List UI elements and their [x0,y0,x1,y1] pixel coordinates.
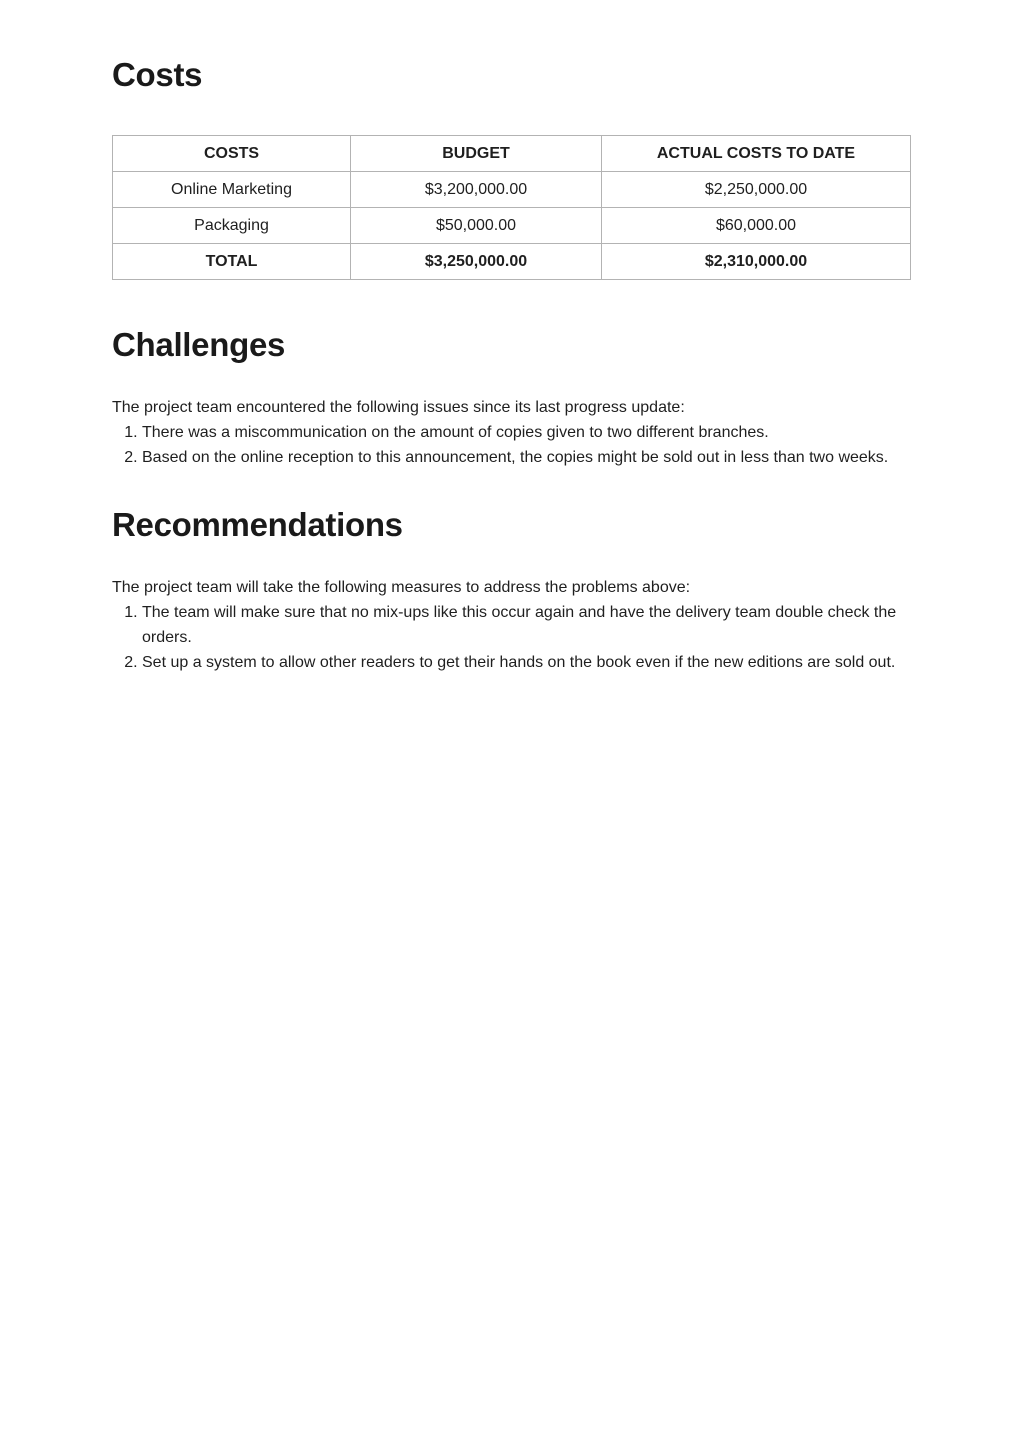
cell-total-actual: $2,310,000.00 [602,244,911,280]
list-item: 2. Based on the online reception to this announcement, the copies might be sold out in less than two weeks. [142,445,910,470]
table-total-row [113,244,911,280]
table-row [113,208,911,244]
table-header-row [113,136,911,172]
recommendations-list [112,600,910,675]
cell-actual: $60,000.00 [602,208,911,244]
challenges-intro: The project team encountered the following issues since its last progress update: [112,399,685,416]
costs-heading: Costs [112,56,203,93]
costs-table [112,135,911,280]
list-item: 1. There was a miscommunication on the amount of copies given to two different branches. [142,420,910,445]
challenges-heading: Challenges [112,326,286,363]
table-row [113,172,911,208]
header-budget: BUDGET [351,136,602,172]
cell-total-budget: $3,250,000.00 [351,244,602,280]
cell-actual: $2,250,000.00 [602,172,911,208]
cell-budget: $50,000.00 [351,208,602,244]
challenges-section [112,395,910,470]
cell-total-label: TOTAL [113,244,351,280]
header-costs: COSTS [113,136,351,172]
list-item: 2. Set up a system to allow other readers to get their hands on the book even if the new editions are sold out. [142,650,910,675]
cell-budget: $3,200,000.00 [351,172,602,208]
recommendations-heading: Recommendations [112,506,403,543]
recommendations-section [112,575,910,675]
challenges-list [112,420,910,470]
recommendations-intro: The project team will take the following measures to address the problems above: [112,579,691,596]
cell-cost-item: Packaging [113,208,351,244]
cell-cost-item: Online Marketing [113,172,351,208]
list-item: 1. The team will make sure that no mix-ups like this occur again and have the delivery team double check the orders. [142,600,910,650]
header-actual-costs: ACTUAL COSTS TO DATE [602,136,911,172]
